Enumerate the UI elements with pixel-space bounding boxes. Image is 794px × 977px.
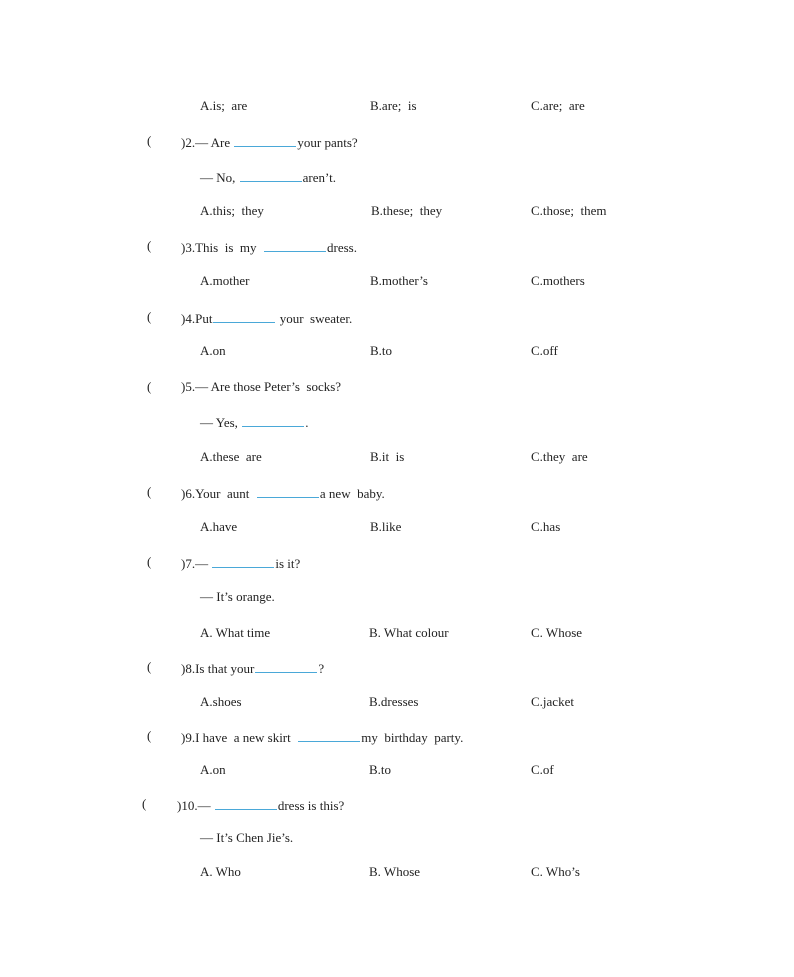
q10-reply: — It’s Chen Jie’s. (200, 830, 294, 845)
q5-option-c: C.they are (531, 449, 588, 464)
q3-question: )3.This is my dress. (181, 240, 357, 255)
q4-option-b: B.to (370, 343, 393, 358)
answer-paren: ( (147, 238, 152, 253)
q6-option-c: C.has (531, 519, 561, 534)
q5-reply: — Yes, . (200, 415, 309, 430)
q5-question: )5.— Are those Peter’s socks? (181, 379, 342, 394)
q7-question: )7.— is it? (181, 556, 301, 571)
answer-blank (257, 484, 319, 498)
q3-option-c: C.mothers (531, 273, 585, 288)
q4-question: )4.Put your sweater. (181, 311, 353, 326)
q2-reply: — No, aren’t. (200, 170, 336, 185)
q5-option-a: A.these are (200, 449, 262, 464)
q8-question: )8.Is that your ? (181, 661, 325, 676)
answer-blank (215, 796, 277, 810)
q6-option-a: A.have (200, 519, 238, 534)
q2-question: )2.— Are your pants? (181, 135, 358, 150)
q2-option-c: C.those; them (531, 203, 607, 218)
q10-question: )10.— dress is this? (177, 798, 345, 813)
q9-option-a: A.on (200, 762, 226, 777)
q4-option-c: C.off (531, 343, 558, 358)
q7-option-c: C. Whose (531, 625, 583, 640)
answer-paren: ( (147, 379, 152, 394)
q1-option-b: B.are; is (370, 98, 417, 113)
q3-option-b: B.mother’s (370, 273, 428, 288)
q8-option-a: A.shoes (200, 694, 242, 709)
answer-paren: ( (147, 554, 152, 569)
q8-option-b: B.dresses (369, 694, 419, 709)
q3-option-a: A.mother (200, 273, 250, 288)
q2-option-a: A.this; they (200, 203, 264, 218)
q9-option-b: B.to (369, 762, 392, 777)
answer-blank (242, 413, 304, 427)
q8-option-c: C.jacket (531, 694, 574, 709)
q10-option-c: C. Who’s (531, 864, 580, 879)
answer-paren: ( (142, 796, 147, 811)
answer-paren: ( (147, 728, 152, 743)
q7-option-a: A. What time (200, 625, 271, 640)
q10-option-b: B. Whose (369, 864, 421, 879)
q1-option-a: A.is; are (200, 98, 248, 113)
q6-option-b: B.like (370, 519, 402, 534)
q4-option-a: A.on (200, 343, 226, 358)
q5-option-b: B.it is (370, 449, 405, 464)
answer-blank (213, 309, 275, 323)
q9-question: )9.I have a new skirt my birthday party. (181, 730, 464, 745)
answer-blank (234, 133, 296, 147)
answer-paren: ( (147, 309, 152, 324)
answer-blank (264, 238, 326, 252)
answer-blank (240, 168, 302, 182)
q6-question: )6.Your aunt a new baby. (181, 486, 385, 501)
q10-option-a: A. Who (200, 864, 241, 879)
q1-option-c: C.are; are (531, 98, 585, 113)
answer-paren: ( (147, 484, 152, 499)
q7-reply: — It’s orange. (200, 589, 275, 604)
answer-blank (255, 659, 317, 673)
answer-paren: ( (147, 133, 152, 148)
q9-option-c: C.of (531, 762, 554, 777)
q7-option-b: B. What colour (369, 625, 449, 640)
answer-paren: ( (147, 659, 152, 674)
q2-option-b: B.these; they (371, 203, 443, 218)
answer-blank (212, 554, 274, 568)
answer-blank (298, 728, 360, 742)
